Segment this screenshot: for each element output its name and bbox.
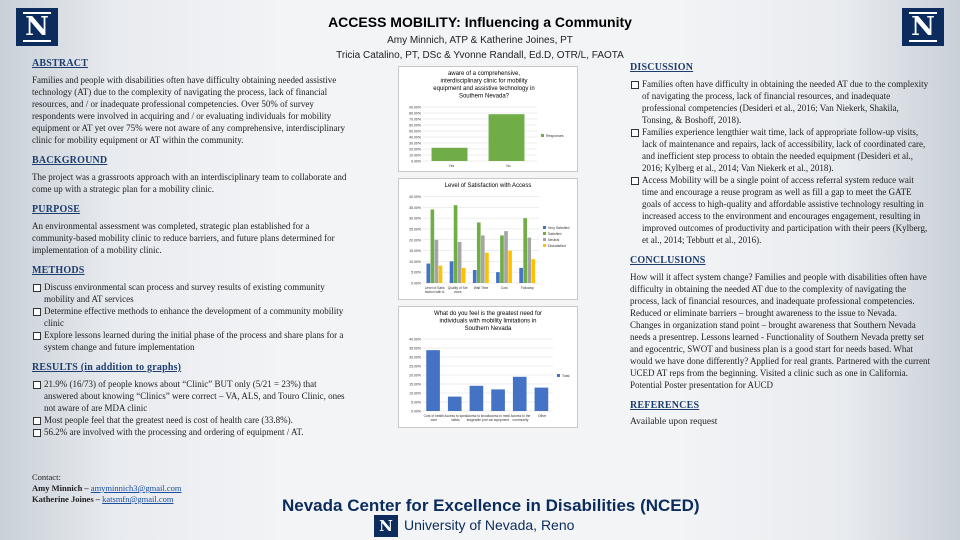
y-tick-label: 5.00% [411,400,421,405]
poster-authors [320,33,640,63]
y-tick-label: 10.00% [409,259,421,264]
authors-line-1: Amy Minnich, ATP & Katherine Joines, PT [387,35,573,46]
legend-swatch [557,374,560,377]
bar [508,251,512,283]
bar [531,259,535,283]
methods-heading: METHODS [32,265,85,276]
legend-label: Total [562,374,570,378]
x-tick-label: No [506,164,511,168]
chart-greatest-need-svg [399,307,577,427]
y-tick-label: 90.00% [409,105,421,110]
bar [500,235,504,283]
contact-person-1: Amy Minnich – [32,483,91,493]
y-tick-label: 30.00% [409,141,421,146]
chart-title: Level of Satisfaction with Access [444,183,532,189]
bar [523,218,527,283]
x-tick-label: cal equipment [488,418,510,422]
conclusions-heading: CONCLUSIONS [630,255,706,266]
chart-title: equipment and assistive technology in [433,86,535,92]
x-tick-label: ialists [451,418,460,422]
contact-label: Contact: [32,472,61,482]
list-item: Families often have difficulty in obtaining the needed AT due to the complexity of navigating the process, lack of financial resources, and inadequate professional competencies (Desideri et al., 2016; Van Niekerk, Shakila, Tonsing, & Boshoff, 2018). [630,78,930,126]
bar [473,270,477,283]
bar [450,261,454,283]
y-tick-label: 40.00% [409,195,421,199]
y-tick-label: 80.00% [409,111,421,116]
y-tick-label: 70.00% [409,117,421,122]
y-tick-label: 5.00% [411,270,421,275]
x-tick-label: Access to know [465,414,489,418]
y-tick-label: 20.00% [409,373,421,378]
abstract-text: Families and people with disabilities often have difficulty obtaining needed assistive technology (AT) due to the complexity of navigating the process, lack of financial resources, and / or inadequate professional competencies. Over 50% of survey respondents were involved in acquiring and / or evaluating individuals for mobility equipment or AT yet over 75% were not aware of any comprehensive, interdisciplinary clinic for mobility equipment or AT within the community. [32,75,345,145]
authors-line-2: Tricia Catalino, PT, DSc & Yvonne Randall, Ed.D, OTR/L, FAOTA [336,50,624,61]
chart-satisfaction-svg [399,179,577,299]
chart-title: interdisciplinary clinic for mobility [440,78,528,85]
x-tick-label: Cost [500,286,508,290]
background-heading: BACKGROUND [32,155,108,166]
unr-logo-left: N [16,8,58,46]
bar [491,389,505,411]
bar [426,350,440,411]
list-item: Families experience lengthier wait time, lack of appropriate follow-up visits, lack of maintenance and repairs, lack of accessibility, lack of coordinated care, and inefficient step process to obtain the needed equipment (Desideri et al., 2016; Kylberg et al., 2014; Van Niekerk et al., 2018). [630,126,930,174]
bar [458,242,462,283]
x-tick-label: care [430,418,438,422]
results-heading: RESULTS (in addition to graphs) [32,362,182,373]
y-tick-label: 0.00% [411,281,421,286]
legend-label: Neutral [548,238,560,242]
x-tick-label: vices [454,290,462,294]
bar [477,222,481,283]
bar [535,388,549,411]
x-tick-label: Level of Satis [424,286,445,290]
y-tick-label: 30.00% [409,216,421,221]
bar [435,240,439,283]
chart-greatest-need [398,306,578,428]
unr-logo-footer: N [374,515,398,537]
y-tick-label: 15.00% [409,249,421,254]
y-tick-label: 25.00% [409,364,421,369]
right-column [630,62,930,437]
y-tick-label: 20.00% [409,238,421,243]
results-section [32,362,350,438]
left-column [32,58,350,447]
abstract-heading: ABSTRACT [32,58,89,69]
bar [519,268,523,283]
university-name: University of Nevada, Reno [404,517,575,533]
y-tick-label: 35.00% [409,346,421,351]
chart-title: individuals with mobility limitations in [439,318,537,325]
contact-line-2 [32,494,181,505]
x-tick-label: Wait Time [473,286,489,290]
legend-label: Dissatisfied [548,244,566,248]
purpose-text: An environmental assessment was completed, strategic plan established for a community-based mobility clinic to reduce barriers, and future plans determined for implementation of a mobility clinic. [32,221,335,255]
legend-label: Responses [546,134,564,138]
bar [462,268,466,283]
x-tick-label: Access to medi [487,414,511,418]
list-item: Most people feel that the greatest need is cost of health care (33.8%). [32,414,350,426]
discussion-section [630,62,930,246]
list-item: Discuss environmental scan process and survey results of existing community mobility and AT services [32,281,350,305]
list-item: Explore lessons learned during the initial phase of the process and share plans for a system change and future implementation [32,329,350,353]
chart-awareness [398,66,578,172]
conclusions-text: How will it affect system change? Families and people with disabilities often have difficulty in obtaining the needed AT due to the complexity of navigating the process, lack of financial resources, and inadequate professional competencies. Reduced or eliminate barriers – brought awareness to the issue to Nevada. Changes in organization stand point – brought awareness that Southern Nevada needs a presentrep. Lessons learned - Functionality of Southern Nevada pretty set and egocentric, SWOT and business plan is a good start for needs based. What would we have done differently? Applied for real grants. Partnered with the current UCED AT reps from the beginning. Visited a clinic such as one in California. Potential Poster presentation for AUCD [630,272,930,390]
x-tick-label: community [512,418,529,422]
y-tick-label: 25.00% [409,227,421,232]
references-text: Available upon request [630,417,718,427]
bar [439,266,443,283]
y-tick-label: 0.00% [411,409,421,414]
charts-column [398,66,578,434]
legend-swatch [543,244,546,247]
bar [448,397,462,411]
chart-title: Southern Nevada? [458,93,510,100]
list-item: Determine effective methods to enhance the development of a community mobility clinic [32,305,350,329]
bar [496,272,500,283]
bar [432,148,468,161]
references-section [630,400,930,428]
x-tick-label: Yes [448,164,455,168]
x-tick-label: Quality of Ser [447,286,468,290]
results-list [32,378,350,438]
purpose-heading: PURPOSE [32,204,81,215]
y-tick-label: 20.00% [409,147,421,152]
y-tick-label: 50.00% [409,129,421,134]
unr-logo-right: N [902,8,944,46]
y-tick-label: 0.00% [411,159,421,164]
legend-swatch [541,134,544,137]
chart-awareness-svg [399,67,577,171]
contact-email-1[interactable]: amyminnich3@gmail.com [90,483,182,493]
y-tick-label: 10.00% [409,153,421,158]
abstract-section [32,58,350,146]
bar [431,209,435,283]
x-tick-label: Access to the [510,414,531,418]
x-tick-label: faction with A [424,290,445,294]
legend-swatch [543,232,546,235]
bar [489,114,525,161]
y-tick-label: 35.00% [409,205,421,210]
discussion-list [630,78,930,246]
background-text: The project was a grassroots approach with an interdisciplinary team to collaborate and come up with a strategic plan for a mobility clinic. [32,172,347,194]
legend-label: Very Satisfied [548,226,570,230]
contact-line-1 [32,483,181,494]
legend-swatch [543,238,546,241]
x-tick-label: ledgeable prof [466,418,488,422]
contact-block [32,472,181,505]
poster-title: ACCESS MOBILITY: Influencing a Community [328,14,632,30]
y-tick-label: 40.00% [409,135,421,140]
y-tick-label: 15.00% [409,382,421,387]
methods-section [32,265,350,353]
chart-title: What do you feel is the greatest need for [433,311,543,317]
x-tick-label: Cost of health [423,414,445,418]
y-tick-label: 40.00% [409,337,421,342]
bar [513,377,527,411]
references-heading: REFERENCES [630,400,700,411]
legend-swatch [543,226,546,229]
y-tick-label: 60.00% [409,123,421,128]
x-tick-label: Followup [520,286,535,290]
bar [426,264,430,283]
bar [485,253,489,283]
list-item: 21.9% (16/73) of people knows about “Clinic” BUT only (5/21 = 23%) that answered about knowing “Clinics” were correct – VA, ALS, and Touro Clinic, ones not aware of are MDA clinic [32,378,350,414]
nced-title: Nevada Center for Excellence in Disabilities (NCED) [282,496,700,515]
y-tick-label: 10.00% [409,391,421,396]
bar [454,205,458,283]
bar [504,231,508,283]
purpose-section [32,204,350,256]
list-item: Access Mobility will be a single point of access referral system reduce wait time and encourage a reuse program as well as fill a gap to meet the GATE goals of access to high-quality and affordable assistive technology resulting in increased access to the environment and encourages engagement, resulting in improved outcomes of productivity and participation with their peers (Kylberg, et al., 2014; Tebbutt et al., 2016). [630,174,930,246]
chart-satisfaction [398,178,578,300]
bar [470,386,484,411]
background-section [32,155,350,195]
methods-list [32,281,350,353]
contact-person-2: Katherine Joines – [32,494,103,504]
bar [527,238,531,283]
chart-title: Southern Nevada [464,326,512,332]
conclusions-section [630,255,930,391]
x-tick-label: Access to spec [444,414,467,418]
bar [481,235,485,283]
discussion-heading: DISCUSSION [630,62,694,73]
contact-email-2[interactable]: katsmfn@gmail.com [102,494,174,504]
list-item: 56.2% are involved with the processing and ordering of equipment / AT. [32,426,350,438]
legend-label: Satisfied [548,232,562,236]
x-tick-label: Other [538,414,547,418]
y-tick-label: 30.00% [409,355,421,360]
chart-title: aware of a comprehensive, [447,71,521,77]
